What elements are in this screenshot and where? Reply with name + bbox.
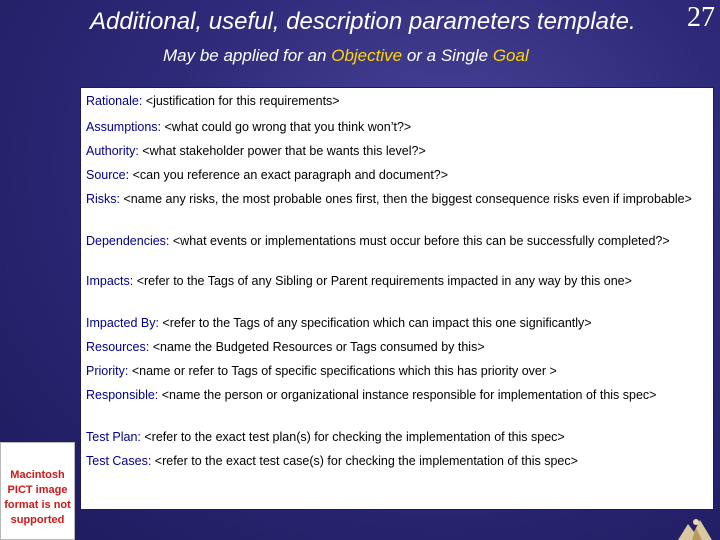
param-text: <refer to the exact test case(s) for checking the implementation of this spec>: [151, 454, 578, 468]
param-text: <name the person or organizational instance responsible for implementation of this spec>: [158, 388, 657, 402]
param-label: Test Plan:: [86, 430, 141, 444]
param-text: <what events or implementations must occur before this can be successfully completed?>: [169, 234, 670, 248]
subtitle-prefix: May be applied for an: [163, 46, 332, 65]
param-test-plan: [86, 429, 708, 445]
param-responsible: [86, 387, 708, 403]
param-source: [86, 167, 708, 183]
slide-title: Additional, useful, description parameters template.: [90, 8, 636, 35]
param-impacts: [86, 273, 708, 289]
param-test-cases: [86, 453, 708, 469]
param-label: Priority:: [86, 364, 129, 378]
param-authority: [86, 143, 708, 159]
param-text: <can you reference an exact paragraph and document?>: [129, 168, 449, 182]
logo-icon: [672, 510, 718, 540]
param-text: <what stakeholder power that be wants this level?>: [138, 144, 426, 158]
param-assumptions: [86, 119, 708, 135]
param-resources: [86, 339, 708, 355]
param-label: Resources:: [86, 340, 150, 354]
param-label: Impacts:: [86, 274, 134, 288]
param-label: Authority:: [86, 144, 139, 158]
param-text: <refer to the exact test plan(s) for checking the implementation of this spec>: [140, 430, 565, 444]
slide-subtitle: [163, 46, 529, 66]
param-rationale: [86, 93, 708, 109]
param-text: <refer to the Tags of any specification which can impact this one significantly>: [158, 316, 592, 330]
slide-number: 27: [687, 2, 715, 33]
subtitle-goal: Goal: [492, 46, 529, 65]
param-text: <what could go wrong that you think won’t?>: [161, 120, 412, 134]
param-text: <justification for this requirements>: [142, 94, 340, 108]
subtitle-middle: or a Single: [402, 46, 493, 65]
param-text: <name any risks, the most probable ones first, then the biggest consequence risks even if improbable>: [120, 192, 692, 206]
unsupported-image-placeholder: Macintosh PICT image format is not supported: [0, 442, 75, 540]
param-label: Rationale:: [86, 94, 143, 108]
param-risks: [86, 191, 708, 207]
param-dependencies: [86, 233, 708, 249]
param-label: Dependencies:: [86, 234, 170, 248]
param-text: <refer to the Tags of any Sibling or Parent requirements impacted in any way by this one>: [133, 274, 632, 288]
param-label: Test Cases:: [86, 454, 152, 468]
param-label: Risks:: [86, 192, 121, 206]
subtitle-objective: Objective: [331, 46, 403, 65]
param-impacted-by: [86, 315, 708, 331]
param-priority: [86, 363, 708, 379]
param-label: Source:: [86, 168, 130, 182]
param-text: <name or refer to Tags of specific specifications which this has priority over >: [128, 364, 557, 378]
param-label: Responsible:: [86, 388, 159, 402]
param-label: Assumptions:: [86, 120, 162, 134]
param-label: Impacted By:: [86, 316, 159, 330]
param-text: <name the Budgeted Resources or Tags consumed by this>: [149, 340, 485, 354]
